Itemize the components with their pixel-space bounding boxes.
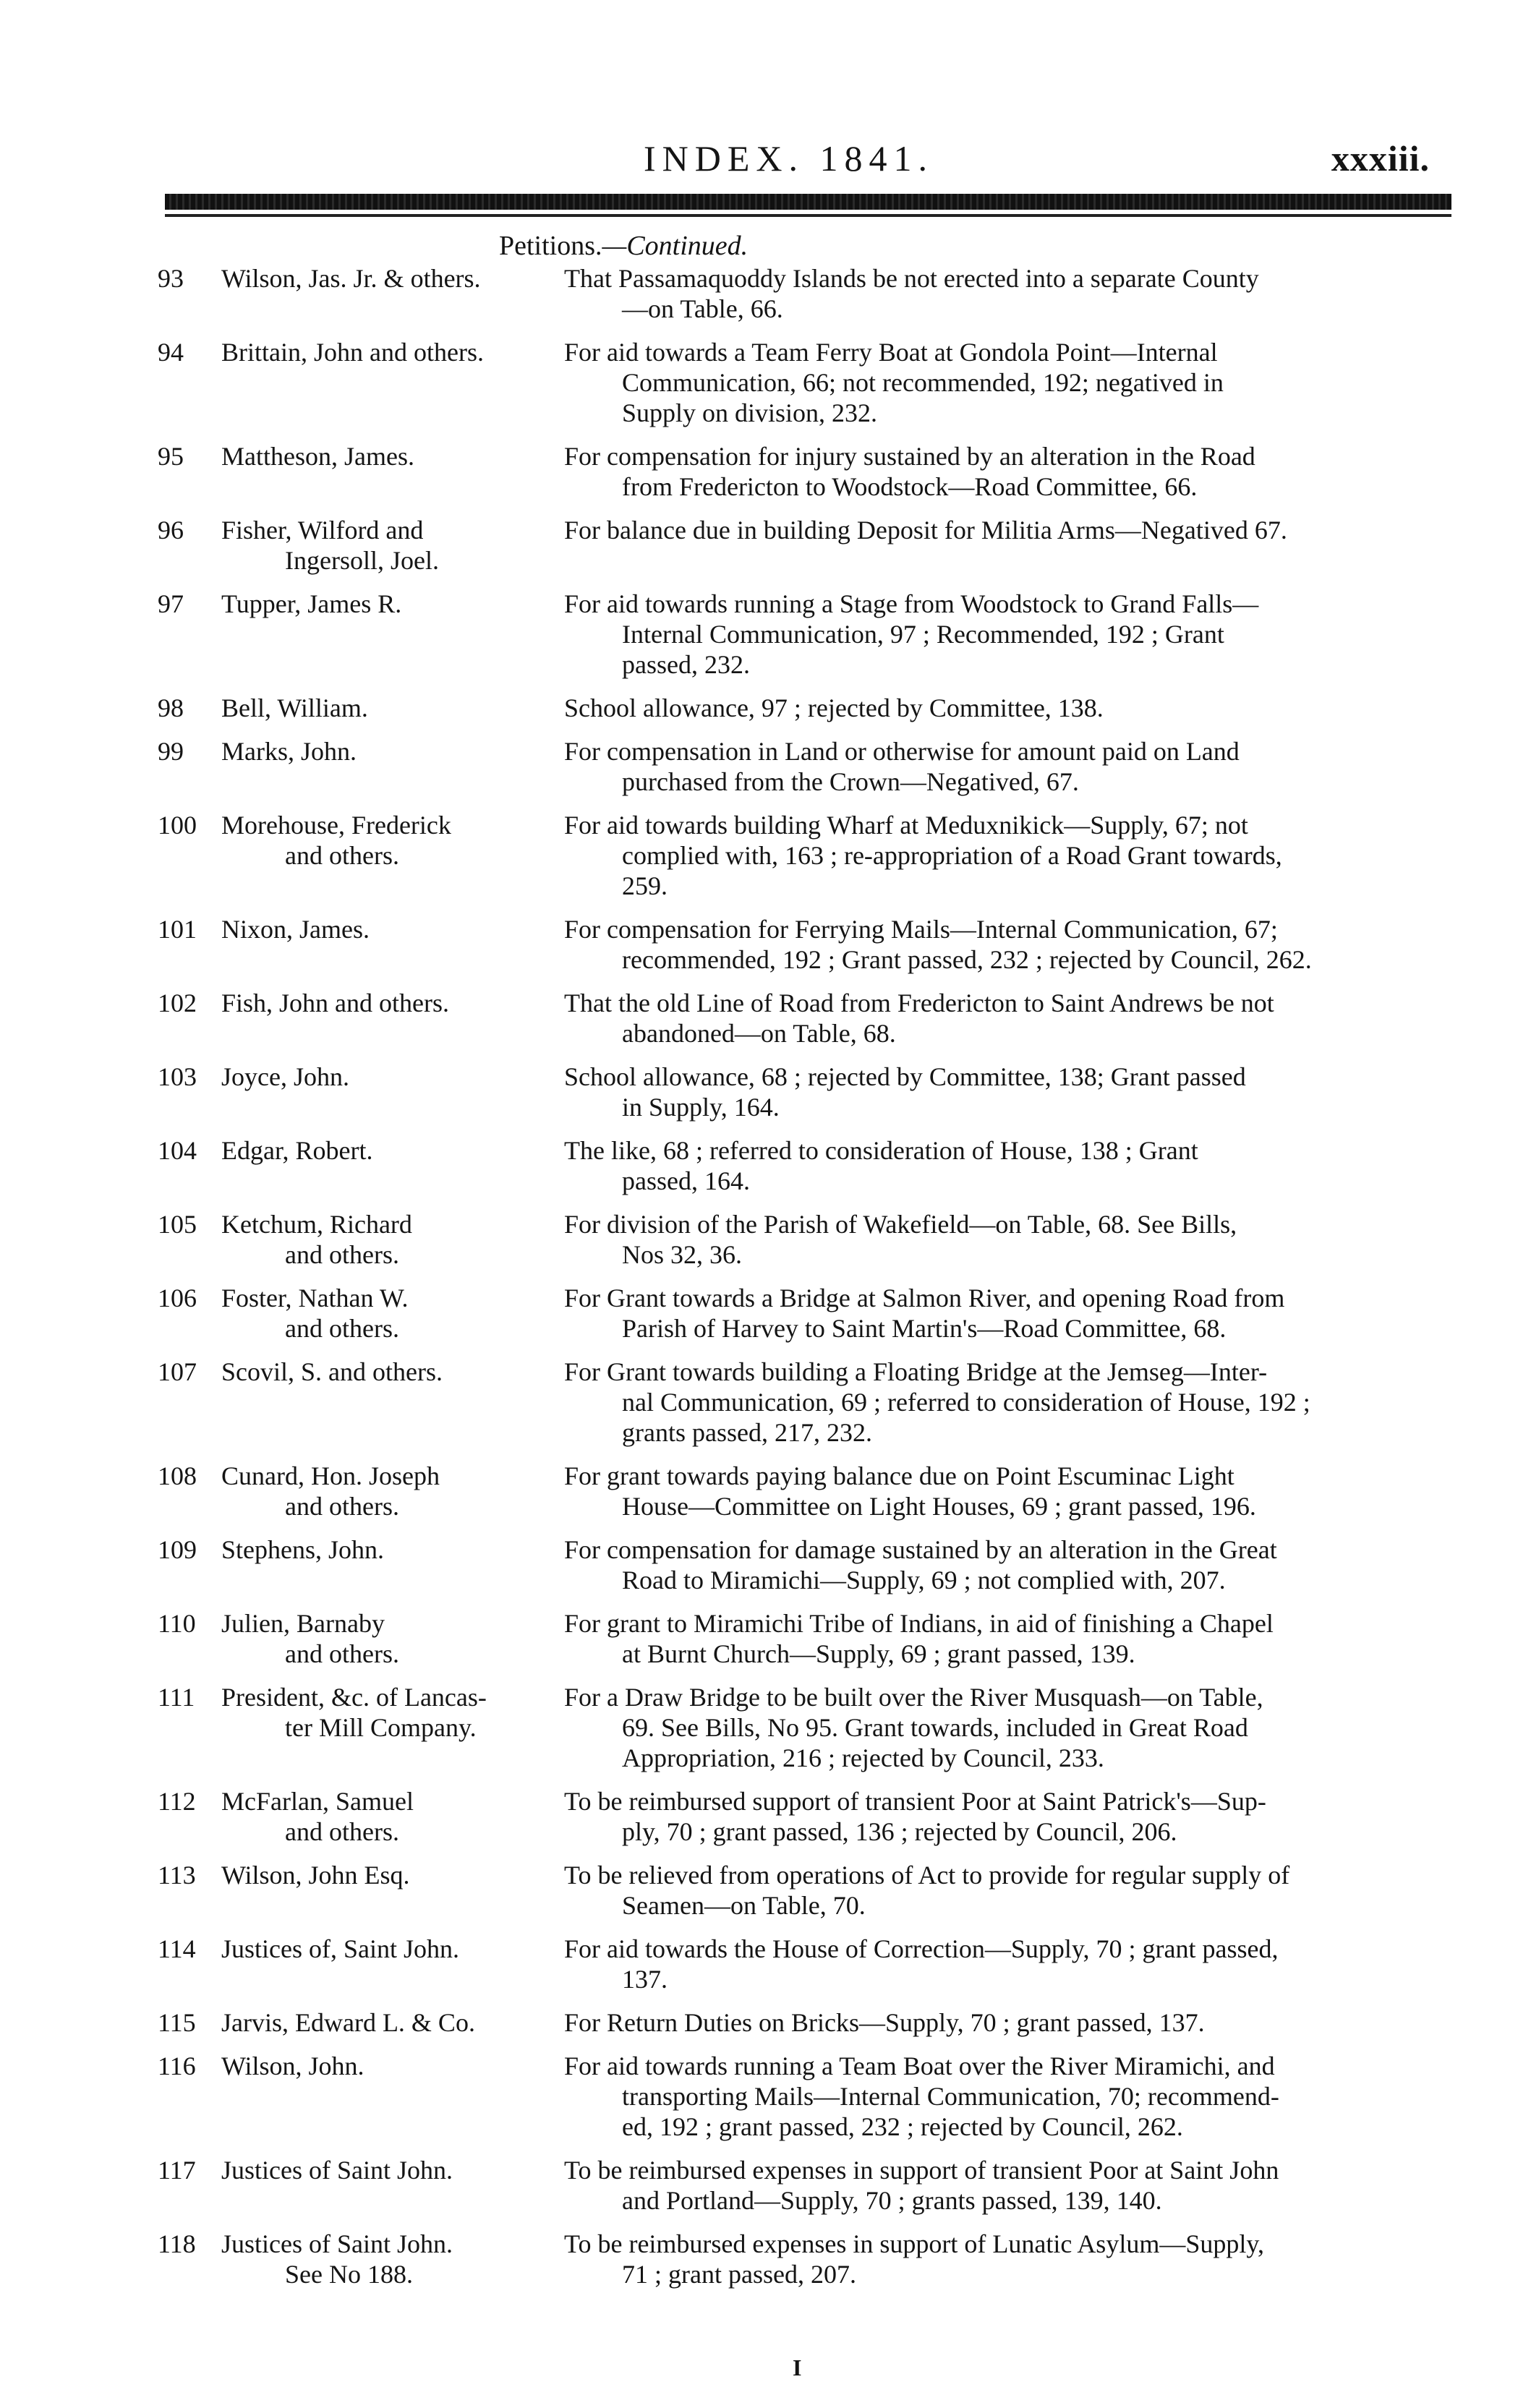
list-item xyxy=(158,914,1437,975)
petition-description-line: Nos 32, 36. xyxy=(622,1240,743,1269)
petitioner-name-line: Mattheson, James. xyxy=(221,442,414,471)
petition-description-line: For aid towards running a Team Boat over the River Miramichi, and xyxy=(564,2052,1275,2080)
petition-number: 113 xyxy=(158,1861,196,1890)
petition-description-line: 137. xyxy=(622,1965,668,1994)
petition-description-line: For division of the Parish of Wakefield—on Table, 68. See Bills, xyxy=(564,1210,1237,1239)
petition-description xyxy=(564,914,1437,975)
petitioner-name xyxy=(221,988,564,1018)
petitioner-name xyxy=(221,1062,564,1092)
list-item xyxy=(158,2155,1437,2216)
petition-number: 93 xyxy=(158,264,184,293)
petition-number: 106 xyxy=(158,1284,197,1312)
petition-description xyxy=(564,810,1437,901)
petition-description xyxy=(564,736,1437,797)
petition-description-line: ply, 70 ; grant passed, 136 ; rejected by Council, 206. xyxy=(622,1817,1177,1846)
petition-description-line: Appropriation, 216 ; rejected by Council, 233. xyxy=(622,1743,1104,1772)
petitioner-name-line: Fisher, Wilford and xyxy=(221,516,424,545)
petition-description xyxy=(564,1860,1437,1921)
petitioner-name-line: Wilson, John Esq. xyxy=(221,1861,410,1890)
petition-description-line: Road to Miramichi—Supply, 69 ; not complied with, 207. xyxy=(622,1566,1226,1594)
section-label: Petitions. xyxy=(499,231,602,261)
petitioner-name xyxy=(221,810,564,871)
petition-number: 112 xyxy=(158,1787,196,1816)
petition-description-line: —on Table, 66. xyxy=(622,294,783,323)
petitioner-name xyxy=(221,337,564,367)
petitioner-name-line: See No 188. xyxy=(285,2260,413,2289)
petition-number: 101 xyxy=(158,915,197,944)
petition-description-line: For aid towards building Wharf at Meduxnikick—Supply, 67; not xyxy=(564,811,1248,840)
list-item xyxy=(158,736,1437,797)
petition-number: 97 xyxy=(158,589,184,618)
list-item xyxy=(158,1209,1437,1270)
petitioner-name-line: and others. xyxy=(285,1817,399,1846)
petition-description-line: House—Committee on Light Houses, 69 ; grant passed, 196. xyxy=(622,1492,1256,1521)
petition-description-line: For grant towards paying balance due on Point Escuminac Light xyxy=(564,1461,1234,1490)
list-item xyxy=(158,263,1437,324)
petition-description-line: School allowance, 97 ; rejected by Committee, 138. xyxy=(564,693,1104,722)
petition-number: 115 xyxy=(158,2008,196,2037)
header-rule-thin xyxy=(165,214,1451,217)
petition-description xyxy=(564,337,1437,428)
petition-description xyxy=(564,1534,1437,1595)
petitioner-name-line: Cunard, Hon. Joseph xyxy=(221,1461,440,1490)
petition-description xyxy=(564,1209,1437,1270)
petitioner-name-line: Bell, William. xyxy=(221,693,368,722)
petitioner-name-line: Stephens, John. xyxy=(221,1535,384,1564)
petition-description-line: ed, 192 ; grant passed, 232 ; rejected by Council, 262. xyxy=(622,2112,1183,2141)
petition-description-line: For Grant towards a Bridge at Salmon River, and opening Road from xyxy=(564,1284,1285,1312)
petitioner-name-line: Nixon, James. xyxy=(221,915,370,944)
petition-number: 100 xyxy=(158,811,197,840)
petition-description-line: For aid towards the House of Correction—Supply, 70 ; grant passed, xyxy=(564,1934,1279,1963)
petitioner-name xyxy=(221,2051,564,2081)
header-rule-thick xyxy=(165,194,1451,210)
petitioner-name-line: Tupper, James R. xyxy=(221,589,402,618)
petition-number: 109 xyxy=(158,1535,197,1564)
page-header xyxy=(166,123,1430,181)
petitioner-name xyxy=(221,441,564,471)
petition-description xyxy=(564,1062,1437,1122)
petitioner-name xyxy=(221,1209,564,1270)
petition-description-line: For aid towards running a Stage from Woodstock to Grand Falls— xyxy=(564,589,1259,618)
list-item xyxy=(158,1934,1437,1994)
petitioner-name-line: Justices of, Saint John. xyxy=(221,1934,459,1963)
petition-list xyxy=(158,263,1437,2302)
petition-number: 110 xyxy=(158,1609,196,1638)
petition-description-line: passed, 232. xyxy=(622,650,750,679)
list-item xyxy=(158,810,1437,901)
list-item xyxy=(158,337,1437,428)
petition-description-line: 259. xyxy=(622,871,668,900)
petitioner-name-line: and others. xyxy=(285,841,399,870)
petition-description-line: Communication, 66; not recommended, 192; negatived in xyxy=(622,368,1224,397)
petition-description xyxy=(564,515,1437,545)
petition-description-line: For Grant towards building a Floating Bridge at the Jemseg—Inter- xyxy=(564,1357,1268,1386)
petition-description-line: For aid towards a Team Ferry Boat at Gondola Point—Internal xyxy=(564,338,1218,367)
petitioner-name-line: Wilson, Jas. Jr. & others. xyxy=(221,264,481,293)
list-item xyxy=(158,2007,1437,2038)
petition-description-line: in Supply, 164. xyxy=(622,1093,780,1122)
section-continued: —Continued. xyxy=(602,231,749,261)
petition-description-line: Seamen—on Table, 70. xyxy=(622,1891,866,1920)
petitioner-name-line: Justices of Saint John. xyxy=(221,2229,453,2258)
petition-number: 111 xyxy=(158,1683,195,1712)
petition-number: 94 xyxy=(158,338,184,367)
petition-description-line: To be relieved from operations of Act to provide for regular supply of xyxy=(564,1861,1290,1890)
list-item xyxy=(158,988,1437,1049)
list-item xyxy=(158,1534,1437,1595)
petitioner-name-line: Marks, John. xyxy=(221,737,357,766)
petition-description-line: For Return Duties on Bricks—Supply, 70 ; grant passed, 137. xyxy=(564,2008,1205,2037)
list-item xyxy=(158,1135,1437,1196)
petition-description xyxy=(564,693,1437,723)
petition-number: 95 xyxy=(158,442,184,471)
petition-description-line: For compensation for Ferrying Mails—Internal Communication, 67; xyxy=(564,915,1278,944)
petition-number: 102 xyxy=(158,989,197,1017)
signature-mark: I xyxy=(793,2354,802,2381)
petition-description-line: To be reimbursed expenses in support of Lunatic Asylum—Supply, xyxy=(564,2229,1265,2258)
list-item xyxy=(158,2229,1437,2289)
list-item xyxy=(158,1860,1437,1921)
petitioner-name xyxy=(221,1786,564,1847)
petitioner-name-line: Scovil, S. and others. xyxy=(221,1357,443,1386)
petition-description-line: For grant to Miramichi Tribe of Indians, in aid of finishing a Chapel xyxy=(564,1609,1274,1638)
petition-description xyxy=(564,1461,1437,1521)
petition-description xyxy=(564,1682,1437,1773)
list-item xyxy=(158,2051,1437,2142)
petitioner-name-line: Justices of Saint John. xyxy=(221,2156,453,2185)
petitioner-name xyxy=(221,515,564,576)
petition-number: 117 xyxy=(158,2156,196,2185)
petitioner-name-line: and others. xyxy=(285,1492,399,1521)
petitioner-name xyxy=(221,1534,564,1565)
petitioner-name-line: Morehouse, Frederick xyxy=(221,811,451,840)
list-item xyxy=(158,515,1437,576)
section-heading xyxy=(499,230,748,262)
petition-description xyxy=(564,1608,1437,1669)
petitioner-name-line: and others. xyxy=(285,1639,399,1668)
petitioner-name xyxy=(221,2007,564,2038)
petitioner-name xyxy=(221,263,564,294)
petition-description-line: That the old Line of Road from Fredericton to Saint Andrews be not xyxy=(564,989,1274,1017)
petition-description xyxy=(564,2155,1437,2216)
petition-description xyxy=(564,2229,1437,2289)
petition-description xyxy=(564,441,1437,502)
petition-description xyxy=(564,1934,1437,1994)
petition-description-line: complied with, 163 ; re-appropriation of a Road Grant towards, xyxy=(622,841,1282,870)
petition-description-line: passed, 164. xyxy=(622,1166,750,1195)
petitioner-name-line: and others. xyxy=(285,1314,399,1343)
petition-description xyxy=(564,2007,1437,2038)
petitioner-name xyxy=(221,1682,564,1743)
list-item xyxy=(158,1283,1437,1344)
petition-number: 99 xyxy=(158,737,184,766)
petition-number: 114 xyxy=(158,1934,196,1963)
petitioner-name-line: McFarlan, Samuel xyxy=(221,1787,414,1816)
petition-description-line: purchased from the Crown—Negatived, 67. xyxy=(622,767,1079,796)
petition-description-line: transporting Mails—Internal Communication, 70; recommend- xyxy=(622,2082,1279,2111)
petitioner-name-line: ter Mill Company. xyxy=(285,1713,477,1742)
petitioner-name-line: Ketchum, Richard xyxy=(221,1210,412,1239)
petition-description-line: For compensation in Land or otherwise for amount paid on Land xyxy=(564,737,1240,766)
petition-number: 98 xyxy=(158,693,184,722)
petition-number: 105 xyxy=(158,1210,197,1239)
list-item xyxy=(158,1357,1437,1448)
page-number: xxxiii. xyxy=(1331,138,1430,179)
petitioner-name xyxy=(221,1608,564,1669)
petition-description xyxy=(564,589,1437,680)
list-item xyxy=(158,693,1437,723)
petition-description-line: abandoned—on Table, 68. xyxy=(622,1019,896,1048)
list-item xyxy=(158,1461,1437,1521)
petitioner-name xyxy=(221,2229,564,2289)
petition-description xyxy=(564,2051,1437,2142)
petition-description-line: That Passamaquoddy Islands be not erected into a separate County xyxy=(564,264,1259,293)
petition-description xyxy=(564,1283,1437,1344)
petition-number: 103 xyxy=(158,1062,197,1091)
petitioner-name xyxy=(221,1135,564,1166)
list-item xyxy=(158,1608,1437,1669)
petitioner-name-line: Foster, Nathan W. xyxy=(221,1284,409,1312)
petitioner-name xyxy=(221,736,564,767)
petition-description-line: To be reimbursed support of transient Poor at Saint Patrick's—Sup- xyxy=(564,1787,1266,1816)
petition-description-line: School allowance, 68 ; rejected by Committee, 138; Grant passed xyxy=(564,1062,1246,1091)
petition-number: 118 xyxy=(158,2229,196,2258)
petition-description-line: For compensation for injury sustained by an alteration in the Road xyxy=(564,442,1255,471)
list-item xyxy=(158,1062,1437,1122)
petition-number: 116 xyxy=(158,2052,196,2080)
petitioner-name-line: Jarvis, Edward L. & Co. xyxy=(221,2008,475,2037)
page-title: INDEX. 1841. xyxy=(644,138,934,179)
petitioner-name xyxy=(221,1357,564,1387)
petitioner-name xyxy=(221,1934,564,1964)
petitioner-name-line: President, &c. of Lancas- xyxy=(221,1683,487,1712)
petition-description-line: Parish of Harvey to Saint Martin's—Road Committee, 68. xyxy=(622,1314,1227,1343)
petition-description-line: grants passed, 217, 232. xyxy=(622,1418,872,1447)
petition-description-line: Supply on division, 232. xyxy=(622,398,878,427)
list-item xyxy=(158,441,1437,502)
petitioner-name-line: Wilson, John. xyxy=(221,2052,364,2080)
petition-description-line: 71 ; grant passed, 207. xyxy=(622,2260,856,2289)
petition-description-line: Internal Communication, 97 ; Recommended, 192 ; Grant xyxy=(622,620,1224,649)
petitioner-name xyxy=(221,1461,564,1521)
petition-description xyxy=(564,1135,1437,1196)
petitioner-name-line: Fish, John and others. xyxy=(221,989,449,1017)
petition-description-line: from Fredericton to Woodstock—Road Committee, 66. xyxy=(622,472,1198,501)
petition-description xyxy=(564,1357,1437,1448)
petition-description-line: and Portland—Supply, 70 ; grants passed, 139, 140. xyxy=(622,2186,1162,2215)
petition-description-line: The like, 68 ; referred to consideration of House, 138 ; Grant xyxy=(564,1136,1198,1165)
petitioner-name-line: Ingersoll, Joel. xyxy=(285,546,439,575)
petition-description-line: recommended, 192 ; Grant passed, 232 ; rejected by Council, 262. xyxy=(622,945,1312,974)
petitioner-name-line: and others. xyxy=(285,1240,399,1269)
petition-number: 108 xyxy=(158,1461,197,1490)
petitioner-name-line: Julien, Barnaby xyxy=(221,1609,385,1638)
petitioner-name xyxy=(221,1860,564,1890)
list-item xyxy=(158,1682,1437,1773)
petitioner-name xyxy=(221,693,564,723)
petition-description xyxy=(564,1786,1437,1847)
petition-description xyxy=(564,263,1437,324)
petition-description-line: For a Draw Bridge to be built over the River Musquash—on Table, xyxy=(564,1683,1263,1712)
petition-number: 96 xyxy=(158,516,184,545)
petitioner-name xyxy=(221,914,564,944)
petitioner-name xyxy=(221,589,564,619)
petition-description-line: For compensation for damage sustained by an alteration in the Great xyxy=(564,1535,1277,1564)
petition-description-line: nal Communication, 69 ; referred to consideration of House, 192 ; xyxy=(622,1388,1310,1417)
petition-number: 104 xyxy=(158,1136,197,1165)
petition-description-line: at Burnt Church—Supply, 69 ; grant passed, 139. xyxy=(622,1639,1135,1668)
petition-description-line: For balance due in building Deposit for Militia Arms—Negatived 67. xyxy=(564,516,1287,545)
list-item xyxy=(158,1786,1437,1847)
petitioner-name-line: Edgar, Robert. xyxy=(221,1136,373,1165)
petitioner-name xyxy=(221,2155,564,2185)
list-item xyxy=(158,589,1437,680)
petition-description-line: 69. See Bills, No 95. Grant towards, included in Great Road xyxy=(622,1713,1248,1742)
petitioner-name xyxy=(221,1283,564,1344)
petition-number: 107 xyxy=(158,1357,197,1386)
petitioner-name-line: Brittain, John and others. xyxy=(221,338,484,367)
petition-description-line: To be reimbursed expenses in support of transient Poor at Saint John xyxy=(564,2156,1279,2185)
petition-description xyxy=(564,988,1437,1049)
petitioner-name-line: Joyce, John. xyxy=(221,1062,349,1091)
